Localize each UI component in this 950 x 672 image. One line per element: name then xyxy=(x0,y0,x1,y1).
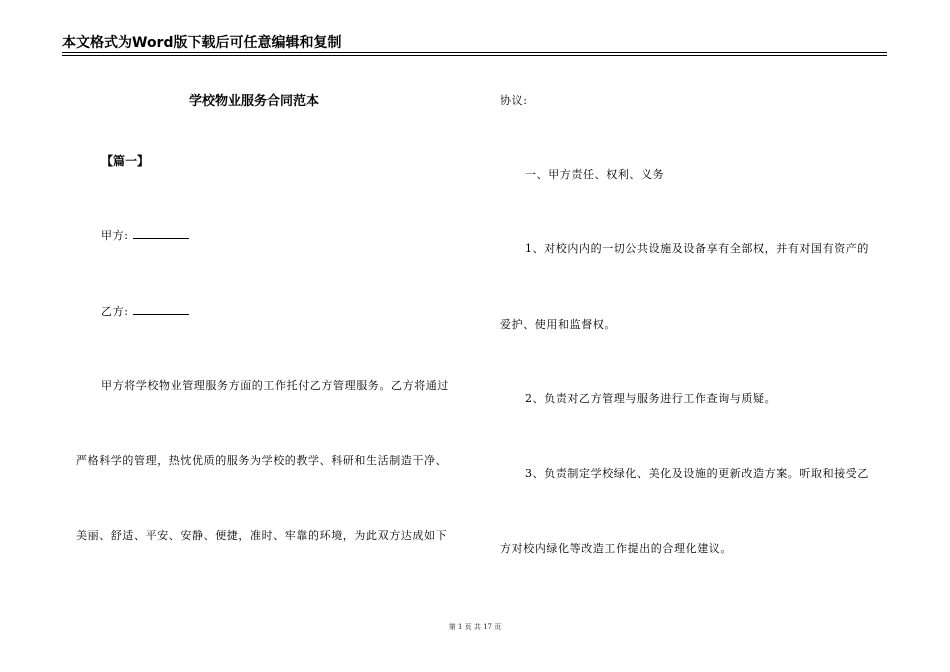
party-a-line xyxy=(101,228,189,244)
party-a-blank xyxy=(133,228,189,239)
party-a-label: 甲方: xyxy=(101,229,129,242)
party-b-label: 乙方: xyxy=(101,305,129,318)
right-line-3: 1、对校内内的一切公共设施及设备享有全部权，并有对国有资产的 xyxy=(525,242,869,255)
party-b-line xyxy=(101,304,189,320)
header-rule-thick xyxy=(62,52,887,53)
page-indicator: 第 1 页 共 17 页 xyxy=(448,623,502,631)
body-line-1: 甲方将学校物业管理服务方面的工作托付乙方管理服务。乙方将通过 xyxy=(101,379,449,392)
document-header: 本文格式为Word版下载后可任意编辑和复制 xyxy=(62,35,342,51)
body-line-2: 严格科学的管理，热忱优质的服务为学校的教学、科研和生活制造干净、 xyxy=(76,454,448,467)
right-line-6: 3、负责制定学校绿化、美化及设施的更新改造方案。听取和接受乙 xyxy=(525,467,869,480)
body-line-3: 美丽、舒适、平安、安静、便捷，准时、牢靠的环境，为此双方达成如下 xyxy=(76,529,448,542)
right-line-4: 爱护、使用和监督权。 xyxy=(500,318,616,331)
right-line-2: 一、甲方责任、权利、义务 xyxy=(525,168,665,181)
section-tag: 【篇一】 xyxy=(101,154,150,168)
header-rule-thin xyxy=(62,55,887,56)
document-title: 学校物业服务合同范本 xyxy=(189,94,320,109)
right-line-1: 协议: xyxy=(500,94,528,107)
party-b-blank xyxy=(133,304,189,315)
right-line-7: 方对校内绿化等改造工作提出的合理化建议。 xyxy=(500,542,732,555)
right-line-5: 2、负责对乙方管理与服务进行工作查询与质疑。 xyxy=(525,392,777,405)
